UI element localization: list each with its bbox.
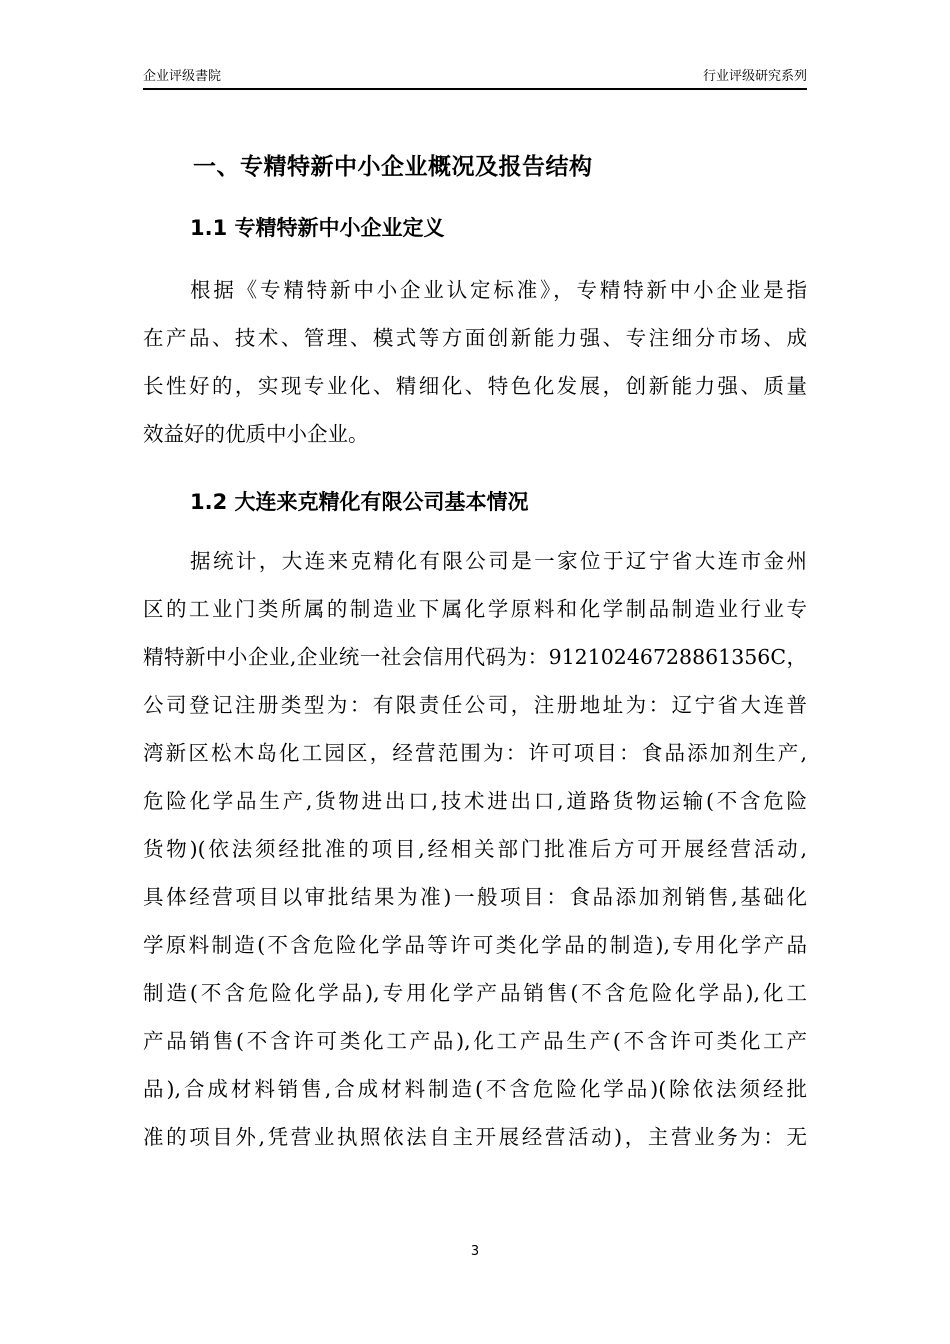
paragraph-line: 制造(不含危险化学品),专用化学产品销售(不含危险化学品),化工 bbox=[143, 981, 807, 1005]
paragraph-line: 产品销售(不含许可类化工产品),化工产品生产(不含许可类化工产 bbox=[143, 1029, 807, 1053]
paragraph-line: 区的工业门类所属的制造业下属化学原料和化学制品制造业行业专 bbox=[143, 597, 807, 621]
paragraph-line: 危险化学品生产,货物进出口,技术进出口,道路货物运输(不含危险 bbox=[143, 789, 807, 813]
paragraph-line: 效益好的优质中小企业。 bbox=[143, 422, 369, 446]
header-publisher: 企业评级書院 bbox=[143, 69, 222, 84]
paragraph-line: 货物)(依法须经批准的项目,经相关部门批准后方可开展经营活动, bbox=[143, 837, 807, 861]
paragraph-line: 品),合成材料销售,合成材料制造(不含危险化学品)(除依法须经批 bbox=[143, 1077, 807, 1101]
header-series: 行业评级研究系列 bbox=[702, 69, 807, 84]
page-header bbox=[143, 68, 807, 90]
paragraph-line: 准的项目外,凭营业执照依法自主开展经营活动)，主营业务为：无 bbox=[143, 1125, 807, 1149]
paragraph-line: 公司登记注册类型为：有限责任公司，注册地址为：辽宁省大连普 bbox=[143, 693, 807, 717]
paragraph-line: 湾新区松木岛化工园区，经营范围为：许可项目：食品添加剂生产, bbox=[143, 741, 807, 765]
paragraph-line: 据统计，大连来克精化有限公司是一家位于辽宁省大连市金州 bbox=[190, 549, 807, 573]
page-number: 3 bbox=[470, 1244, 480, 1259]
chapter-title: 一、专精特新中小企业概况及报告结构 bbox=[193, 154, 593, 180]
paragraph-line: 学原料制造(不含危险化学品等许可类化学品的制造),专用化学产品 bbox=[143, 933, 807, 957]
section-title-1-1: 1.1 专精特新中小企业定义 bbox=[190, 216, 445, 240]
paragraph-line: 长性好的，实现专业化、精细化、特色化发展，创新能力强、质量 bbox=[143, 374, 807, 398]
section-title-1-2: 1.2 大连来克精化有限公司基本情况 bbox=[190, 490, 529, 514]
paragraph-line: 在产品、技术、管理、模式等方面创新能力强、专注细分市场、成 bbox=[143, 326, 807, 350]
paragraph-line: 具体经营项目以审批结果为准)一般项目：食品添加剂销售,基础化 bbox=[143, 885, 807, 909]
paragraph-line: 精特新中小企业,企业统一社会信用代码为：91210246728861356C， bbox=[143, 645, 807, 669]
paragraph-line: 根据《专精特新中小企业认定标准》，专精特新中小企业是指 bbox=[190, 278, 807, 302]
